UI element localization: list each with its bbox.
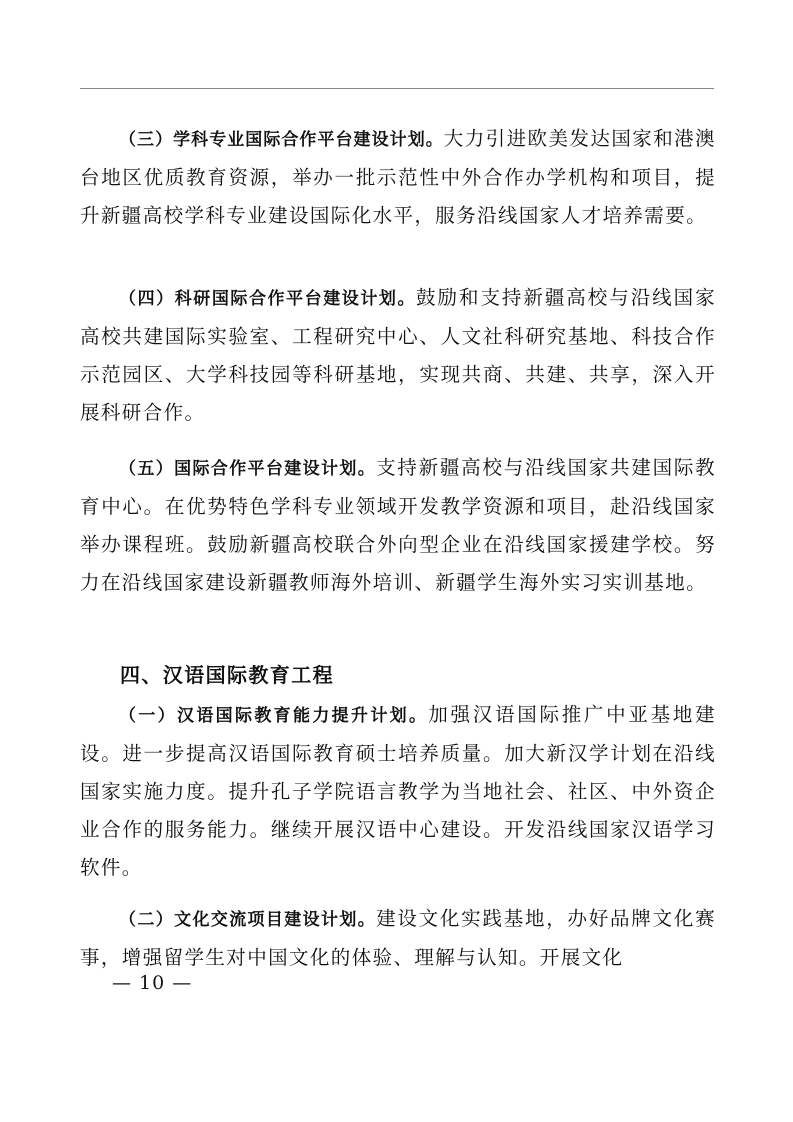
paragraph-body: 鼓励和支持新疆高校与沿线国家高校共建国际实验室、工程研究中心、人文社科研究基地、科技合作示范园区、大学科技园等科研基地，实现共商、共建、共享，深入开展科研合作。 bbox=[80, 286, 716, 424]
paragraph-chinese-education bbox=[80, 696, 716, 887]
paragraph-lead: （五）国际合作平台建设计划。 bbox=[119, 459, 377, 479]
paragraph-international-platform bbox=[80, 449, 716, 602]
section-heading: 四、汉语国际教育工程 bbox=[120, 663, 334, 687]
paragraph-lead: （三）学科专业国际合作平台建设计划。 bbox=[119, 130, 444, 150]
paragraph-research-platform bbox=[80, 279, 716, 432]
paragraph-discipline-platform bbox=[80, 120, 716, 235]
paragraph-lead: （二）文化交流项目建设计划。 bbox=[119, 910, 377, 930]
paragraph-lead: （一）汉语国际教育能力提升计划。 bbox=[119, 706, 429, 726]
header-rule bbox=[80, 88, 714, 89]
paragraph-lead: （四）科研国际合作平台建设计划。 bbox=[119, 289, 417, 309]
paragraph-cultural-exchange bbox=[80, 900, 716, 977]
paragraph-body: 支持新疆高校与沿线国家共建国际教育中心。在优势特色学科专业领域开发教学资源和项目，赴沿线国家举办课程班。鼓励新疆高校联合外向型企业在沿线国家援建学校。努力在沿线国家建设新疆教师海外培训、新疆学生海外实习实训基地。 bbox=[80, 456, 717, 594]
page-number: — 10 — bbox=[112, 972, 193, 994]
paragraph-body: 加强汉语国际推广中亚基地建设。进一步提高汉语国际教育硕士培养质量。加大新汉学计划在沿线国家实施力度。提升孔子学院语言教学为当地社会、社区、中外资企业合作的服务能力。继续开展汉语中心建设。开发沿线国家汉语学习软件。 bbox=[80, 703, 716, 879]
paragraph-body: 大力引进欧美发达国家和港澳台地区优质教育资源，举办一批示范性中外合作办学机构和项目，提升新疆高校学科专业建设国际化水平，服务沿线国家人才培养需要。 bbox=[80, 127, 717, 227]
paragraph-body: 建设文化实践基地，办好品牌文化赛事，增强留学生对中国文化的体验、理解与认知。开展文化 bbox=[80, 907, 717, 969]
